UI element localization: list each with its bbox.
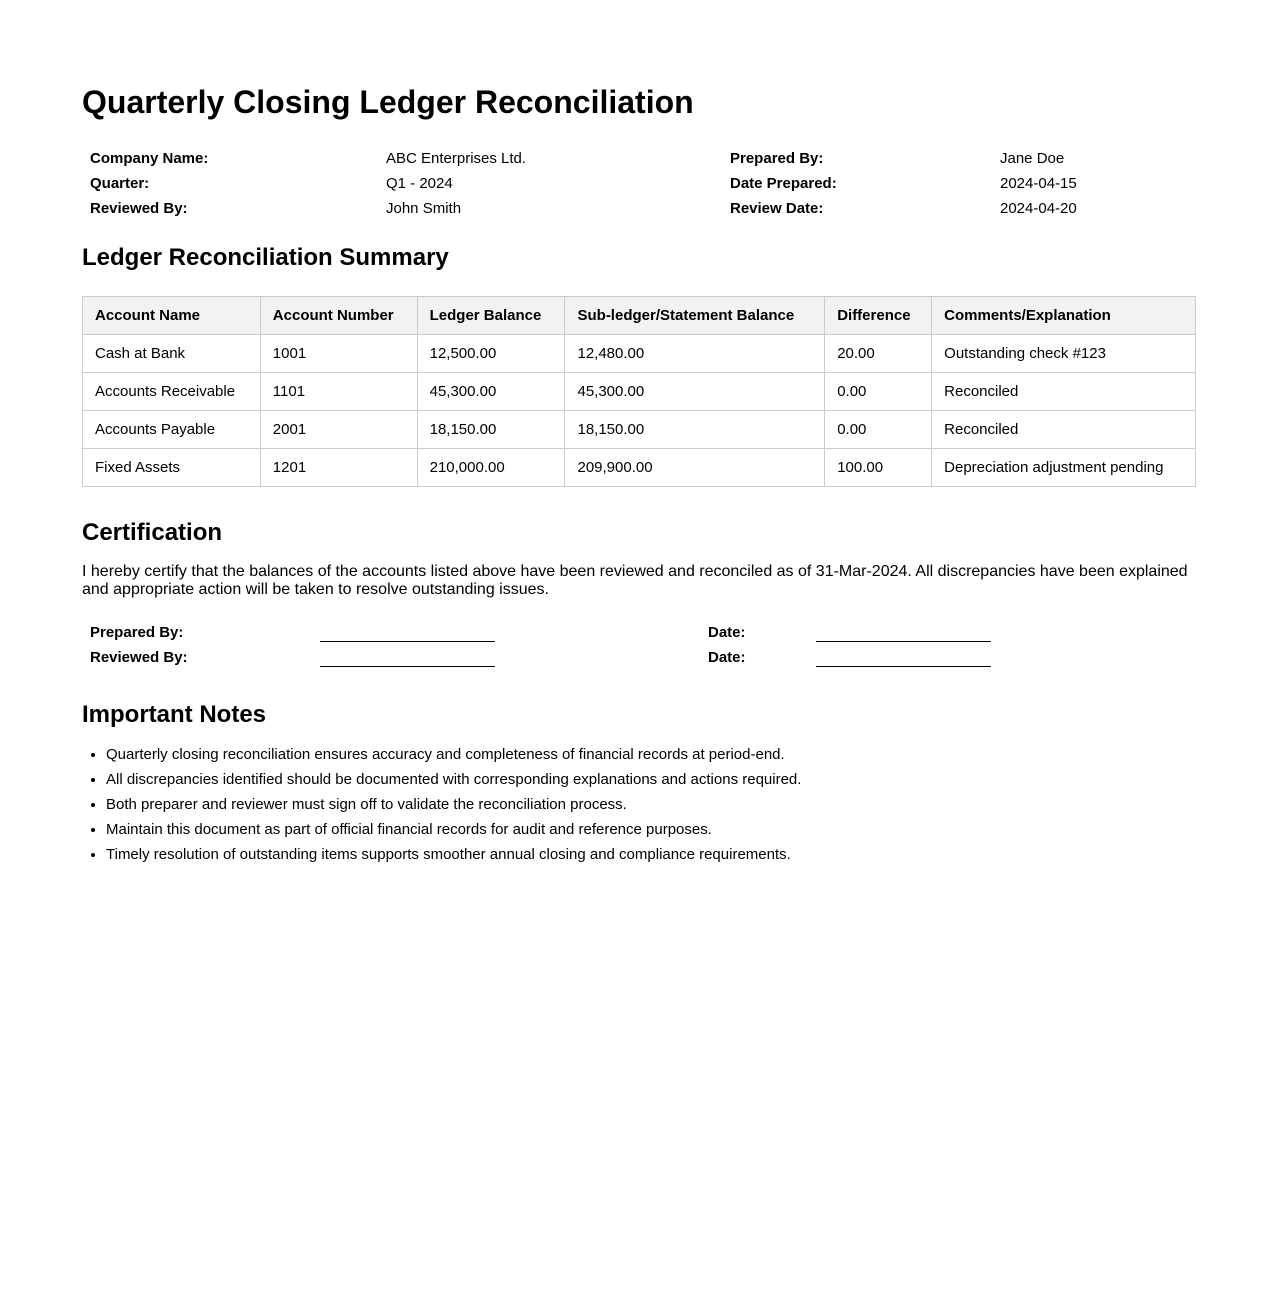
date-prepared-label: Date Prepared: (730, 175, 837, 192)
reviewed-by-signature-line[interactable] (320, 650, 495, 667)
review-date-signature-line[interactable] (816, 650, 991, 667)
signature-cell (808, 645, 1002, 670)
certification-text: I hereby certify that the balances of the accounts listed above have been reviewed and reconciled as of 31-Mar-2024. All discrepancies have been explained and appropriate action will be taken to resolve outstanding issues. (82, 563, 1188, 598)
reviewed-by-value: John Smith (386, 200, 462, 217)
company-name-value: ABC Enterprises Ltd. (386, 150, 527, 167)
table-cell: 18,150.00 (417, 411, 565, 449)
column-header-account-number: Account Number (260, 297, 417, 335)
signature-prepared-by-label: Prepared By: (90, 624, 184, 641)
table-cell: 18,150.00 (565, 411, 825, 449)
table-cell: Accounts Receivable (83, 373, 261, 411)
table-cell: 1001 (260, 335, 417, 373)
prepared-by-label: Prepared By: (730, 150, 824, 167)
signature-cell (312, 620, 700, 645)
notes-heading: Important Notes (82, 701, 267, 728)
review-date-label: Review Date: (730, 200, 824, 217)
table-cell: Depreciation adjustment pending (932, 449, 1196, 487)
column-header-account-name: Account Name (83, 297, 261, 335)
summary-heading: Ledger Reconciliation Summary (82, 244, 449, 271)
table-cell: 0.00 (825, 411, 932, 449)
table-cell: 45,300.00 (565, 373, 825, 411)
reviewed-by-label: Reviewed By: (90, 200, 188, 217)
table-cell: 100.00 (825, 449, 932, 487)
table-cell: 12,480.00 (565, 335, 825, 373)
column-header-comments: Comments/Explanation (932, 297, 1196, 335)
list-item: • All discrepancies identified should be documented with corresponding explanations and actions required. (106, 767, 801, 792)
table-cell: 12,500.00 (417, 335, 565, 373)
table-cell: Reconciled (932, 373, 1196, 411)
list-item: • Timely resolution of outstanding items supports smoother annual closing and compliance requirements. (106, 842, 801, 867)
signature-row (82, 620, 1002, 645)
table-row (83, 373, 1196, 411)
table-cell: Accounts Payable (83, 411, 261, 449)
table-cell: 1201 (260, 449, 417, 487)
table-cell: 20.00 (825, 335, 932, 373)
info-row (82, 171, 1196, 196)
review-date-value: 2024-04-20 (1000, 200, 1077, 217)
list-item: • Both preparer and reviewer must sign off to validate the reconciliation process. (106, 792, 801, 817)
table-cell: Outstanding check #123 (932, 335, 1196, 373)
info-row (82, 146, 1196, 171)
signature-table (82, 620, 1002, 670)
table-cell: 45,300.00 (417, 373, 565, 411)
column-header-statement-balance: Sub-ledger/Statement Balance (565, 297, 825, 335)
header-info-table (82, 146, 1196, 221)
list-item: • Quarterly closing reconciliation ensures accuracy and completeness of financial records at period-end. (106, 742, 801, 767)
ledger-table (82, 296, 1196, 487)
table-cell: 2001 (260, 411, 417, 449)
table-cell: Cash at Bank (83, 335, 261, 373)
signature-reviewed-by-label: Reviewed By: (90, 649, 188, 666)
table-cell: Fixed Assets (83, 449, 261, 487)
quarter-value: Q1 - 2024 (386, 175, 453, 192)
prepared-by-signature-line[interactable] (320, 625, 495, 642)
table-row (83, 411, 1196, 449)
prepared-by-value: Jane Doe (1000, 150, 1065, 167)
prepared-date-signature-line[interactable] (816, 625, 991, 642)
column-header-ledger-balance: Ledger Balance (417, 297, 565, 335)
table-cell: 209,900.00 (565, 449, 825, 487)
signature-date-label: Date: (708, 649, 746, 666)
date-prepared-value: 2024-04-15 (1000, 175, 1077, 192)
table-row (83, 449, 1196, 487)
signature-cell (808, 620, 1002, 645)
signature-date-label: Date: (708, 624, 746, 641)
certification-heading: Certification (82, 519, 223, 546)
notes-list (82, 742, 801, 867)
company-name-label: Company Name: (90, 150, 209, 167)
document-title: Quarterly Closing Ledger Reconciliation (82, 84, 694, 120)
table-header-row (83, 297, 1196, 335)
table-row (83, 335, 1196, 373)
table-cell: 1101 (260, 373, 417, 411)
table-cell: 210,000.00 (417, 449, 565, 487)
table-cell: Reconciled (932, 411, 1196, 449)
quarter-label: Quarter: (90, 175, 150, 192)
table-cell: 0.00 (825, 373, 932, 411)
column-header-difference: Difference (825, 297, 932, 335)
signature-cell (312, 645, 700, 670)
signature-row (82, 645, 1002, 670)
info-row (82, 196, 1196, 221)
list-item: • Maintain this document as part of official financial records for audit and reference purposes. (106, 817, 801, 842)
